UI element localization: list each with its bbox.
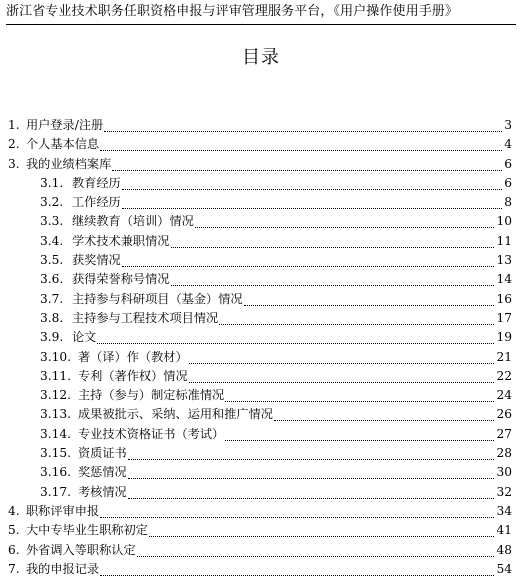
toc-dot-leader	[104, 131, 502, 132]
toc-entry-number: 3.4.	[40, 233, 64, 248]
toc-dot-leader	[137, 556, 494, 557]
toc-dot-leader	[112, 170, 502, 171]
toc-dot-leader	[122, 189, 502, 190]
toc-entry-number: 3.3.	[40, 214, 64, 229]
toc-dot-leader	[274, 420, 494, 421]
toc-entry-page: 3	[504, 118, 512, 132]
toc-entry-page: 27	[496, 426, 512, 441]
toc-dot-leader	[225, 440, 494, 441]
toc-entry[interactable]	[0, 212, 522, 231]
toc-entry[interactable]	[0, 174, 522, 193]
toc-entry-page: 24	[496, 388, 512, 403]
toc-entry-label: 主持（参与）制定标准情况	[78, 388, 225, 403]
toc-entry-page: 6	[504, 175, 512, 190]
toc-entry[interactable]	[0, 193, 522, 212]
toc-title: 目录	[242, 47, 280, 68]
toc-entry-label: 奖惩情况	[78, 465, 127, 480]
toc-entry-label: 主持参与科研项目（基金）情况	[72, 291, 243, 306]
toc-entry[interactable]	[0, 444, 522, 463]
toc-entry-page: 22	[496, 368, 512, 383]
toc-entry[interactable]	[0, 541, 522, 560]
toc-dot-leader	[171, 285, 494, 286]
toc-entry-page: 48	[496, 542, 512, 557]
toc-entry-number: 3.9.	[40, 330, 64, 345]
toc-entry-label: 我的申报记录	[26, 561, 100, 576]
toc-entry-number: 3.16.	[40, 465, 72, 480]
running-header: 浙江省专业技术职务任职资格申报与评审管理服务平台，《用户操作使用手册》	[6, 2, 516, 25]
toc-entry-number: 3.1.	[40, 175, 64, 190]
toc-entry-number: 6.	[8, 542, 20, 557]
toc-entry[interactable]	[0, 251, 522, 270]
toc-entry[interactable]	[0, 425, 522, 444]
toc-dot-leader	[97, 343, 494, 344]
toc-entry[interactable]	[0, 483, 522, 502]
toc-entry-page: 11	[496, 233, 512, 248]
toc-entry[interactable]	[0, 367, 522, 386]
toc-entry[interactable]	[0, 232, 522, 251]
toc-entry[interactable]	[0, 386, 522, 405]
toc-entry-number: 3.10.	[40, 349, 72, 364]
toc-dot-leader	[128, 498, 494, 499]
toc-dot-leader	[171, 247, 494, 248]
toc-dot-leader	[128, 459, 494, 460]
toc-entry-page: 10	[496, 214, 512, 229]
toc-dot-leader	[149, 536, 494, 537]
toc-entry-page: 30	[496, 465, 512, 480]
toc-entry-label: 学术技术兼职情况	[72, 233, 170, 248]
toc-entry[interactable]	[0, 116, 522, 135]
toc-entry-label: 我的业绩档案库	[26, 156, 112, 171]
toc-entry-page: 14	[496, 272, 512, 287]
toc-entry-number: 7.	[8, 561, 20, 576]
toc-entry-number: 3.5.	[40, 253, 64, 268]
toc-entry-label: 著（译）作（教材）	[78, 349, 188, 364]
table-of-contents	[0, 116, 522, 579]
toc-entry-number: 3.11.	[40, 368, 72, 383]
toc-entry-page: 21	[496, 349, 512, 364]
toc-dot-leader	[225, 401, 494, 402]
toc-entry-label: 论文	[72, 330, 97, 345]
toc-entry-number: 3.13.	[40, 407, 72, 422]
toc-entry-label: 工作经历	[72, 195, 121, 210]
toc-entry[interactable]	[0, 309, 522, 328]
toc-entry-label: 大中专毕业生职称初定	[26, 523, 148, 538]
toc-entry-page: 26	[496, 407, 512, 422]
toc-dot-leader	[128, 478, 494, 479]
toc-entry-label: 获得荣誉称号情况	[72, 272, 170, 287]
toc-entry[interactable]	[0, 155, 522, 174]
toc-entry-page: 17	[496, 310, 512, 325]
toc-entry-number: 1.	[8, 118, 20, 132]
toc-entry-page: 13	[496, 253, 512, 268]
toc-dot-leader	[195, 227, 494, 228]
toc-entry-number: 3.15.	[40, 446, 72, 461]
toc-entry-number: 3.8.	[40, 310, 64, 325]
toc-dot-leader	[244, 305, 494, 306]
toc-entry-label: 专利（著作权）情况	[78, 368, 188, 383]
toc-entry[interactable]	[0, 463, 522, 482]
toc-entry-number: 2.	[8, 137, 20, 152]
toc-entry-label: 考核情况	[78, 484, 127, 499]
toc-entry-number: 3.12.	[40, 388, 72, 403]
toc-entry-number: 3.14.	[40, 426, 72, 441]
toc-entry[interactable]	[0, 521, 522, 540]
toc-entry-label: 继续教育（培训）情况	[72, 214, 194, 229]
toc-entry-number: 5.	[8, 523, 20, 538]
toc-entry-page: 8	[504, 195, 512, 210]
toc-entry-page: 32	[496, 484, 512, 499]
toc-entry-label: 外省调入等职称认定	[26, 542, 136, 557]
toc-entry-label: 职称评审申报	[26, 503, 100, 518]
toc-dot-leader	[189, 382, 494, 383]
toc-entry[interactable]	[0, 270, 522, 289]
toc-entry-label: 获奖情况	[72, 253, 121, 268]
toc-entry-label: 资质证书	[78, 446, 127, 461]
toc-dot-leader	[219, 324, 494, 325]
toc-entry-page: 41	[496, 523, 512, 538]
toc-entry-number: 4.	[8, 503, 20, 518]
toc-entry-page: 6	[504, 156, 512, 171]
toc-entry-label: 用户登录/注册	[26, 118, 104, 132]
toc-entry-number: 3.2.	[40, 195, 64, 210]
toc-entry[interactable]	[0, 328, 522, 347]
toc-entry-label: 教育经历	[72, 175, 121, 190]
toc-entry-label: 个人基本信息	[26, 137, 100, 152]
toc-entry-page: 19	[496, 330, 512, 345]
toc-entry-page: 34	[496, 503, 512, 518]
toc-entry[interactable]	[0, 135, 522, 154]
toc-entry-page: 54	[496, 561, 512, 576]
toc-entry-page: 4	[504, 137, 512, 152]
toc-entry[interactable]	[0, 348, 522, 367]
toc-entry[interactable]	[0, 560, 522, 579]
toc-dot-leader	[100, 517, 494, 518]
toc-dot-leader	[122, 266, 494, 267]
toc-dot-leader	[189, 363, 494, 364]
toc-dot-leader	[122, 208, 502, 209]
toc-entry-number: 3.7.	[40, 291, 64, 306]
toc-entry-number: 3.17.	[40, 484, 72, 499]
toc-entry[interactable]	[0, 502, 522, 521]
toc-entry-page: 16	[496, 291, 512, 306]
toc-entry-page: 28	[496, 446, 512, 461]
toc-entry-label: 专业技术资格证书（考试）	[78, 426, 225, 441]
toc-dot-leader	[100, 150, 502, 151]
toc-entry-number: 3.	[8, 156, 20, 171]
toc-entry[interactable]	[0, 405, 522, 424]
toc-entry[interactable]	[0, 290, 522, 309]
toc-entry-label: 成果被批示、采纳、运用和推广情况	[78, 407, 273, 422]
toc-entry-number: 3.6.	[40, 272, 64, 287]
toc-entry-label: 主持参与工程技术项目情况	[72, 310, 219, 325]
